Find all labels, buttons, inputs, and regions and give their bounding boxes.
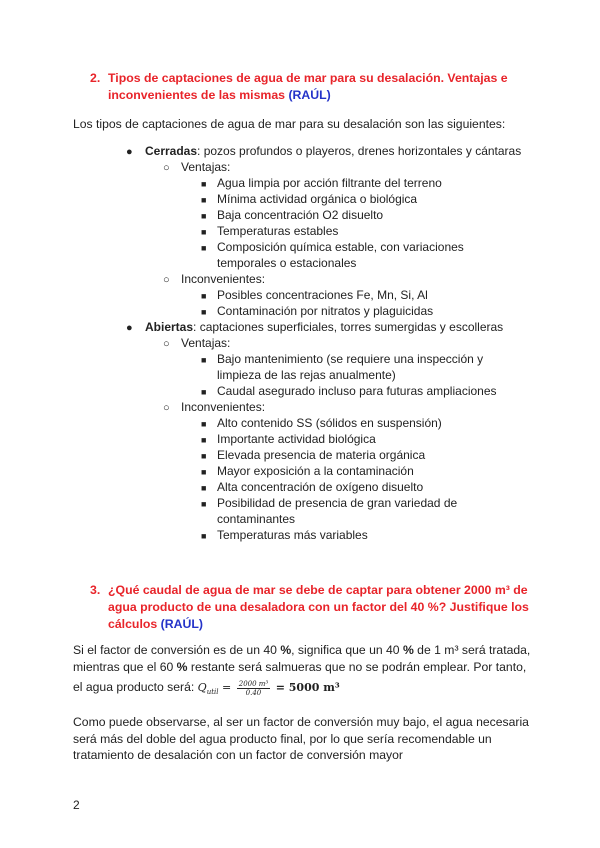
bullet-square-icon: ■ bbox=[201, 307, 207, 317]
term-desc: : captaciones superficiales, torres sumergidas y escolleras bbox=[193, 320, 504, 334]
paragraph-line: será más del doble del agua producto final, por lo que sería recomendable un bbox=[73, 731, 492, 746]
list-item: Posibilidad de presencia de gran variedad de bbox=[217, 496, 458, 510]
term-label: Abiertas bbox=[145, 320, 194, 334]
calc-line-2 bbox=[73, 659, 533, 676]
author-tag: (RAÚL) bbox=[160, 617, 203, 631]
list-item: Mayor exposición a la contaminación bbox=[217, 464, 414, 478]
section-title: Tipos de captaciones de agua de mar para su desalación. Ventajas e inconvenientes de las mismas bbox=[108, 71, 508, 102]
list-item: Importante actividad biológica bbox=[217, 432, 376, 446]
bullet-square-icon: ■ bbox=[201, 291, 207, 301]
text-run: de 1 m³ será tratada, bbox=[413, 643, 531, 657]
bullet-square-icon: ■ bbox=[201, 211, 207, 221]
bullet-square-icon: ■ bbox=[201, 227, 207, 237]
inconvenientes-label: Inconvenientes: bbox=[181, 400, 266, 414]
list-item: Mínima actividad orgánica o biológica bbox=[217, 192, 418, 206]
list-item: Bajo mantenimiento (se requiere una inspección y bbox=[217, 352, 484, 366]
text-run: restante será salmueras que no se podrán emplear. Por tanto, bbox=[187, 659, 527, 674]
list-item: Alto contenido SS (sólidos en suspensión) bbox=[217, 416, 442, 430]
list-item: Temperaturas estables bbox=[217, 224, 339, 238]
ventajas-label: Ventajas: bbox=[181, 160, 231, 174]
section-3-heading bbox=[90, 582, 540, 633]
page-number: 2 bbox=[73, 798, 80, 812]
list-item-continuation: limpieza de las rejas anualmente) bbox=[217, 368, 396, 382]
list-item-abiertas bbox=[145, 319, 545, 335]
paragraph-line: tratamiento de desalación con un factor de conversión mayor bbox=[73, 748, 403, 762]
bullet-square-icon: ■ bbox=[201, 435, 207, 445]
calc-line-3 bbox=[73, 679, 533, 701]
bullet-square-icon: ■ bbox=[201, 451, 207, 461]
section-2-heading bbox=[90, 70, 540, 104]
text-run: Si el factor de conversión es de un 40 bbox=[73, 643, 281, 657]
formula-variable: Q bbox=[197, 681, 207, 694]
text-run: el agua producto será: bbox=[73, 680, 198, 694]
bullet-square-icon: ■ bbox=[201, 483, 207, 493]
bullet-disc-icon: ● bbox=[126, 322, 133, 334]
fraction-numerator: 2000 m³ bbox=[238, 679, 269, 688]
ventajas-label: Ventajas: bbox=[181, 336, 231, 350]
bullet-square-icon: ■ bbox=[201, 499, 207, 509]
list-item: Temperaturas más variables bbox=[217, 528, 368, 542]
bullet-circle-icon: ○ bbox=[163, 162, 170, 174]
formula-result: = 5000 m³ bbox=[275, 681, 340, 694]
list-item: Composición química estable, con variaciones bbox=[217, 240, 464, 254]
intro-paragraph: Los tipos de captaciones de agua de mar para su desalación son las siguientes: bbox=[73, 117, 506, 131]
author-tag: (RAÚL) bbox=[288, 88, 331, 102]
list-item-continuation: temporales o estacionales bbox=[217, 256, 357, 270]
list-item-continuation: contaminantes bbox=[217, 512, 296, 526]
term-label: Cerradas bbox=[145, 144, 198, 158]
bullet-square-icon: ■ bbox=[201, 467, 207, 477]
bullet-square-icon: ■ bbox=[201, 195, 207, 205]
list-item-cerradas bbox=[145, 143, 545, 159]
list-item: Agua limpia por acción filtrante del terreno bbox=[217, 176, 442, 190]
list-item: Baja concentración O2 disuelto bbox=[217, 208, 384, 222]
list-item: Contaminación por nitratos y plaguicidas bbox=[217, 304, 434, 318]
text-run: mientras que el 60 bbox=[73, 659, 177, 674]
percent-sign: % bbox=[176, 659, 188, 674]
bullet-square-icon: ■ bbox=[201, 419, 207, 429]
bullet-square-icon: ■ bbox=[201, 179, 207, 189]
term-desc: : pozos profundos o playeros, drenes horizontales y cántaras bbox=[197, 144, 522, 158]
paragraph-line: Como puede observarse, al ser un factor de conversión muy bajo, el agua necesaria bbox=[73, 715, 529, 729]
conclusion-paragraph bbox=[73, 714, 533, 764]
bullet-square-icon: ■ bbox=[201, 243, 207, 253]
bullet-square-icon: ■ bbox=[201, 531, 207, 541]
list-item: Caudal asegurado incluso para futuras ampliaciones bbox=[217, 384, 497, 398]
calculation-paragraph bbox=[73, 642, 533, 701]
list-item: Posibles concentraciones Fe, Mn, Si, Al bbox=[217, 288, 428, 302]
bullet-square-icon: ■ bbox=[201, 387, 207, 397]
text-run: , significa que un 40 bbox=[291, 643, 403, 657]
calc-line-1 bbox=[73, 642, 533, 659]
section-number: 3. bbox=[90, 583, 101, 597]
bullet-circle-icon: ○ bbox=[163, 274, 170, 286]
percent-sign: % bbox=[280, 643, 292, 657]
bullet-disc-icon: ● bbox=[126, 146, 133, 158]
inconvenientes-label: Inconvenientes: bbox=[181, 272, 266, 286]
percent-sign: % bbox=[402, 643, 414, 657]
bullet-square-icon: ■ bbox=[201, 355, 207, 365]
bullet-circle-icon: ○ bbox=[163, 402, 170, 414]
list-item: Alta concentración de oxígeno disuelto bbox=[217, 480, 424, 494]
list-item: Elevada presencia de materia orgánica bbox=[217, 448, 426, 462]
formula-equals: = bbox=[218, 681, 235, 694]
formula-fraction bbox=[237, 680, 270, 697]
formula-subscript: util bbox=[206, 688, 219, 697]
section-title: ¿Qué caudal de agua de mar se debe de captar para obtener 2000 m³ de agua producto de una desaladora con un factor del 40 %? Justifique los cálculos bbox=[108, 583, 529, 631]
bullet-circle-icon: ○ bbox=[163, 338, 170, 350]
fraction-denominator: 0.40 bbox=[245, 688, 262, 697]
section-number: 2. bbox=[90, 71, 101, 85]
formula bbox=[197, 679, 340, 697]
